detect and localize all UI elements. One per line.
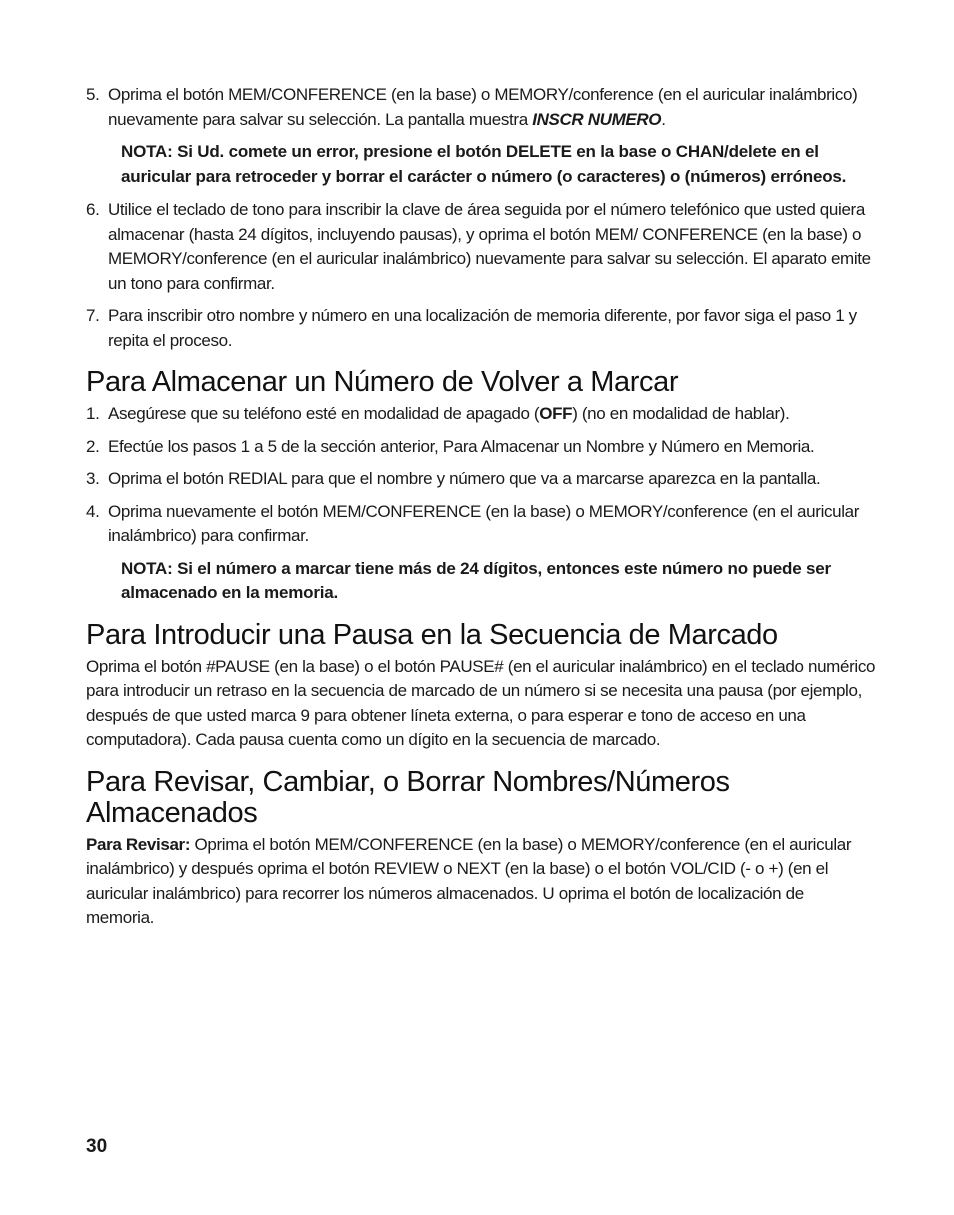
list-item-step-4 xyxy=(86,500,876,549)
review-text: Oprima el botón MEM/CONFERENCE (en la base) o MEMORY/conference (en el auricular inalámbrico) y después oprima el botón REVIEW o NEXT (en la base) o el botón VOL/CID (- o +) (en el auricular inalámbrico) para recorrer los números almacenados. U oprima el botón de localización de memoria. xyxy=(86,834,852,927)
note-digit-limit: NOTA: Si el número a marcar tiene más de 24 dígitos, entonces este número no puede ser almacenado en la memoria. xyxy=(121,558,831,602)
step-text: Efectúe los pasos 1 a 5 de la sección anterior, Para Almacenar un Nombre y Número en Memoria. xyxy=(108,436,815,456)
list-item-step-5 xyxy=(86,83,876,132)
review-paragraph xyxy=(86,833,876,931)
section-heading-review: Para Revisar, Cambiar, o Borrar Nombres/Números Almacenados xyxy=(86,765,730,829)
pause-paragraph: Oprima el botón #PAUSE (en la base) o el botón PAUSE# (en el auricular inalámbrico) en el teclado numérico para introducir un retraso en la secuencia de marcado de un número si se necesita una pausa (por ejemplo, después de que usted marca 9 para obtener líneta externa, o para esperar e tono de acceso en una computadora). Cada pausa cuenta como un dígito en la secuencia de marcado. xyxy=(86,656,876,749)
step-number: 2. xyxy=(86,436,100,456)
step-text: Para inscribir otro nombre y número en una localización de memoria diferente, por favor siga el paso 1 y repita el proceso. xyxy=(108,306,857,350)
step-text-part: Asegúrese que su teléfono esté en modalidad de apagado ( xyxy=(108,404,540,423)
list-item-step-7 xyxy=(86,304,876,353)
step-number: 1. xyxy=(86,404,100,423)
step-text-end: ) (no en modalidad de hablar). xyxy=(572,404,790,423)
note-error-correction: NOTA: Si Ud. comete un error, presione el botón DELETE en la base o CHAN/delete en el auricular para retroceder y borrar el carácter o número (o caracteres) o (números) erróneos. xyxy=(121,142,847,186)
step-number: 3. xyxy=(86,469,100,488)
step-number: 4. xyxy=(86,501,100,521)
step-text-part: Oprima el botón MEM/CONFERENCE (en la base) o MEMORY/conference (en el auricular inalámbrico) nuevamente para salvar su selección. La pantalla muestra xyxy=(108,85,858,129)
step-text: Utilice el teclado de tono para inscribir la clave de área seguida por el número telefónico que usted quiera almacenar (hasta 24 dígitos, incluyendo pausas), y oprima el botón MEM/ CONFERENCE (en la base) o MEMORY/conference (en el auricular inalámbrico) nuevamente para salvar su selección. El aparato emite un tono para confirmar. xyxy=(108,200,871,293)
display-message: INSCR NUMERO xyxy=(532,109,662,129)
section-heading-redial: Para Almacenar un Número de Volver a Marcar xyxy=(86,366,679,398)
step-text: Oprima el botón REDIAL para que el nombre y número que va a marcarse aparezca en la pantalla. xyxy=(108,469,821,488)
off-mode-label: OFF xyxy=(539,404,573,423)
step-text-end: . xyxy=(661,109,666,129)
step-number: 6. xyxy=(86,200,100,219)
review-lead: Para Revisar: xyxy=(86,834,191,854)
step-text xyxy=(108,83,876,132)
list-item-step-6 xyxy=(86,198,876,296)
step-number: 7. xyxy=(86,306,100,325)
list-item-step-3 xyxy=(86,467,876,492)
list-item-step-2 xyxy=(86,435,876,460)
page-content xyxy=(86,83,876,931)
step-text xyxy=(108,402,876,427)
page-number: 30 xyxy=(86,1136,108,1157)
step-text: Oprima nuevamente el botón MEM/CONFERENCE (en la base) o MEMORY/conference (en el auricular inalámbrico) para confirmar. xyxy=(108,501,860,545)
section-heading-pause: Para Introducir una Pausa en la Secuencia de Marcado xyxy=(86,618,778,651)
step-number: 5. xyxy=(86,85,100,104)
list-item-step-1 xyxy=(86,402,876,427)
